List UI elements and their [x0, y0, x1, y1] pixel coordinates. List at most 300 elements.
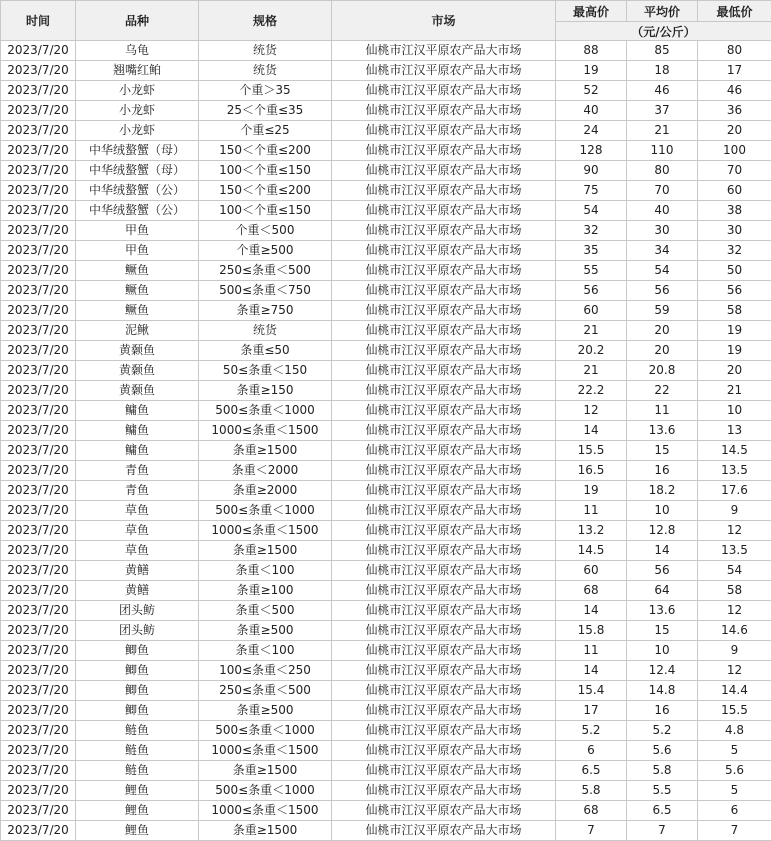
cell-variety: 鳜鱼	[76, 261, 199, 281]
cell-max-price: 21	[556, 361, 627, 381]
cell-spec: 50≤条重＜150	[199, 361, 332, 381]
cell-spec: 条重≥150	[199, 381, 332, 401]
cell-min-price: 20	[698, 121, 771, 141]
cell-min-price: 54	[698, 561, 771, 581]
cell-spec: 条重≥500	[199, 621, 332, 641]
cell-market: 仙桃市江汉平原农产品大市场	[332, 761, 556, 781]
table-row	[1, 681, 771, 701]
cell-market: 仙桃市江汉平原农产品大市场	[332, 821, 556, 841]
cell-time: 2023/7/20	[1, 781, 76, 801]
cell-market: 仙桃市江汉平原农产品大市场	[332, 281, 556, 301]
header-min-price: 最低价	[698, 1, 771, 22]
cell-max-price: 35	[556, 241, 627, 261]
table-row	[1, 761, 771, 781]
cell-time: 2023/7/20	[1, 181, 76, 201]
cell-spec: 条重＜100	[199, 561, 332, 581]
cell-min-price: 4.8	[698, 721, 771, 741]
cell-avg-price: 12.4	[627, 661, 698, 681]
cell-min-price: 13.5	[698, 541, 771, 561]
cell-market: 仙桃市江汉平原农产品大市场	[332, 261, 556, 281]
table-row	[1, 381, 771, 401]
cell-min-price: 32	[698, 241, 771, 261]
table-row	[1, 241, 771, 261]
cell-max-price: 68	[556, 801, 627, 821]
cell-avg-price: 5.5	[627, 781, 698, 801]
cell-time: 2023/7/20	[1, 801, 76, 821]
cell-spec: 250≤条重＜500	[199, 681, 332, 701]
table-body	[1, 41, 771, 841]
cell-min-price: 20	[698, 361, 771, 381]
cell-max-price: 68	[556, 581, 627, 601]
cell-variety: 黄鳝	[76, 581, 199, 601]
cell-time: 2023/7/20	[1, 101, 76, 121]
cell-spec: 条重≥1500	[199, 541, 332, 561]
table-row	[1, 441, 771, 461]
table-row	[1, 821, 771, 841]
cell-min-price: 9	[698, 641, 771, 661]
cell-min-price: 70	[698, 161, 771, 181]
table-row	[1, 801, 771, 821]
cell-market: 仙桃市江汉平原农产品大市场	[332, 361, 556, 381]
cell-max-price: 7	[556, 821, 627, 841]
cell-variety: 鳙鱼	[76, 401, 199, 421]
cell-market: 仙桃市江汉平原农产品大市场	[332, 121, 556, 141]
cell-avg-price: 20	[627, 341, 698, 361]
cell-variety: 青鱼	[76, 481, 199, 501]
cell-time: 2023/7/20	[1, 141, 76, 161]
cell-spec: 条重≥500	[199, 701, 332, 721]
cell-spec: 条重＜500	[199, 601, 332, 621]
cell-variety: 翘嘴红鲌	[76, 61, 199, 81]
cell-market: 仙桃市江汉平原农产品大市场	[332, 341, 556, 361]
table-row	[1, 261, 771, 281]
cell-market: 仙桃市江汉平原农产品大市场	[332, 41, 556, 61]
cell-avg-price: 16	[627, 701, 698, 721]
table-row	[1, 541, 771, 561]
cell-time: 2023/7/20	[1, 381, 76, 401]
cell-max-price: 17	[556, 701, 627, 721]
table-row	[1, 601, 771, 621]
cell-min-price: 7	[698, 821, 771, 841]
cell-spec: 个重＞35	[199, 81, 332, 101]
cell-variety: 团头鲂	[76, 621, 199, 641]
cell-market: 仙桃市江汉平原农产品大市场	[332, 581, 556, 601]
cell-variety: 黄颡鱼	[76, 341, 199, 361]
cell-time: 2023/7/20	[1, 561, 76, 581]
cell-time: 2023/7/20	[1, 521, 76, 541]
cell-spec: 500≤条重＜1000	[199, 401, 332, 421]
cell-market: 仙桃市江汉平原农产品大市场	[332, 741, 556, 761]
cell-market: 仙桃市江汉平原农产品大市场	[332, 301, 556, 321]
cell-spec: 25＜个重≤35	[199, 101, 332, 121]
cell-min-price: 46	[698, 81, 771, 101]
table-row	[1, 581, 771, 601]
cell-spec: 个重≤25	[199, 121, 332, 141]
cell-min-price: 38	[698, 201, 771, 221]
table-row	[1, 281, 771, 301]
cell-min-price: 50	[698, 261, 771, 281]
cell-avg-price: 5.2	[627, 721, 698, 741]
header-unit: （元/公斤）	[556, 22, 771, 41]
cell-variety: 甲鱼	[76, 221, 199, 241]
cell-min-price: 17.6	[698, 481, 771, 501]
cell-time: 2023/7/20	[1, 41, 76, 61]
cell-spec: 个重＜500	[199, 221, 332, 241]
cell-time: 2023/7/20	[1, 641, 76, 661]
cell-max-price: 32	[556, 221, 627, 241]
cell-time: 2023/7/20	[1, 441, 76, 461]
cell-max-price: 13.2	[556, 521, 627, 541]
cell-time: 2023/7/20	[1, 601, 76, 621]
cell-variety: 小龙虾	[76, 121, 199, 141]
cell-market: 仙桃市江汉平原农产品大市场	[332, 601, 556, 621]
cell-time: 2023/7/20	[1, 701, 76, 721]
cell-time: 2023/7/20	[1, 461, 76, 481]
cell-variety: 草鱼	[76, 541, 199, 561]
cell-min-price: 6	[698, 801, 771, 821]
cell-time: 2023/7/20	[1, 281, 76, 301]
table-row	[1, 201, 771, 221]
cell-avg-price: 22	[627, 381, 698, 401]
cell-variety: 中华绒螯蟹（母）	[76, 161, 199, 181]
cell-variety: 草鱼	[76, 501, 199, 521]
cell-min-price: 21	[698, 381, 771, 401]
table-row	[1, 501, 771, 521]
cell-variety: 鲫鱼	[76, 701, 199, 721]
cell-min-price: 80	[698, 41, 771, 61]
cell-max-price: 14	[556, 421, 627, 441]
table-row	[1, 721, 771, 741]
table-header	[1, 1, 771, 41]
cell-time: 2023/7/20	[1, 541, 76, 561]
cell-spec: 统货	[199, 41, 332, 61]
cell-variety: 鲢鱼	[76, 741, 199, 761]
cell-min-price: 12	[698, 601, 771, 621]
cell-avg-price: 7	[627, 821, 698, 841]
cell-min-price: 10	[698, 401, 771, 421]
table-row	[1, 741, 771, 761]
cell-avg-price: 37	[627, 101, 698, 121]
cell-max-price: 90	[556, 161, 627, 181]
cell-time: 2023/7/20	[1, 241, 76, 261]
cell-spec: 条重≥1500	[199, 441, 332, 461]
cell-avg-price: 14.8	[627, 681, 698, 701]
cell-avg-price: 59	[627, 301, 698, 321]
cell-avg-price: 40	[627, 201, 698, 221]
cell-time: 2023/7/20	[1, 301, 76, 321]
cell-market: 仙桃市江汉平原农产品大市场	[332, 401, 556, 421]
cell-market: 仙桃市江汉平原农产品大市场	[332, 781, 556, 801]
cell-avg-price: 54	[627, 261, 698, 281]
cell-variety: 鲤鱼	[76, 821, 199, 841]
cell-market: 仙桃市江汉平原农产品大市场	[332, 241, 556, 261]
cell-market: 仙桃市江汉平原农产品大市场	[332, 701, 556, 721]
cell-market: 仙桃市江汉平原农产品大市场	[332, 661, 556, 681]
cell-avg-price: 30	[627, 221, 698, 241]
cell-avg-price: 5.6	[627, 741, 698, 761]
cell-spec: 1000≤条重＜1500	[199, 741, 332, 761]
cell-market: 仙桃市江汉平原农产品大市场	[332, 201, 556, 221]
cell-max-price: 24	[556, 121, 627, 141]
cell-market: 仙桃市江汉平原农产品大市场	[332, 321, 556, 341]
cell-avg-price: 12.8	[627, 521, 698, 541]
cell-market: 仙桃市江汉平原农产品大市场	[332, 461, 556, 481]
cell-max-price: 14.5	[556, 541, 627, 561]
cell-max-price: 6.5	[556, 761, 627, 781]
cell-max-price: 20.2	[556, 341, 627, 361]
cell-time: 2023/7/20	[1, 121, 76, 141]
cell-max-price: 88	[556, 41, 627, 61]
cell-spec: 1000≤条重＜1500	[199, 521, 332, 541]
cell-avg-price: 15	[627, 441, 698, 461]
cell-min-price: 19	[698, 321, 771, 341]
cell-market: 仙桃市江汉平原农产品大市场	[332, 441, 556, 461]
cell-avg-price: 6.5	[627, 801, 698, 821]
table-row	[1, 421, 771, 441]
cell-variety: 中华绒螯蟹（公）	[76, 181, 199, 201]
cell-variety: 鲢鱼	[76, 761, 199, 781]
cell-variety: 团头鲂	[76, 601, 199, 621]
cell-max-price: 60	[556, 561, 627, 581]
table-row	[1, 61, 771, 81]
cell-market: 仙桃市江汉平原农产品大市场	[332, 541, 556, 561]
cell-time: 2023/7/20	[1, 61, 76, 81]
cell-avg-price: 14	[627, 541, 698, 561]
cell-market: 仙桃市江汉平原农产品大市场	[332, 521, 556, 541]
cell-market: 仙桃市江汉平原农产品大市场	[332, 641, 556, 661]
cell-time: 2023/7/20	[1, 761, 76, 781]
cell-time: 2023/7/20	[1, 661, 76, 681]
header-variety: 品种	[76, 1, 199, 41]
cell-spec: 条重≥750	[199, 301, 332, 321]
cell-min-price: 36	[698, 101, 771, 121]
cell-time: 2023/7/20	[1, 361, 76, 381]
cell-variety: 甲鱼	[76, 241, 199, 261]
cell-time: 2023/7/20	[1, 501, 76, 521]
cell-spec: 条重≥100	[199, 581, 332, 601]
cell-avg-price: 80	[627, 161, 698, 181]
cell-max-price: 128	[556, 141, 627, 161]
cell-min-price: 5.6	[698, 761, 771, 781]
cell-variety: 乌龟	[76, 41, 199, 61]
cell-avg-price: 70	[627, 181, 698, 201]
cell-spec: 条重≥1500	[199, 821, 332, 841]
cell-variety: 黄鳝	[76, 561, 199, 581]
cell-variety: 草鱼	[76, 521, 199, 541]
cell-max-price: 54	[556, 201, 627, 221]
table-row	[1, 781, 771, 801]
cell-variety: 黄颡鱼	[76, 381, 199, 401]
cell-time: 2023/7/20	[1, 401, 76, 421]
cell-min-price: 60	[698, 181, 771, 201]
table-row	[1, 181, 771, 201]
cell-variety: 中华绒螯蟹（母）	[76, 141, 199, 161]
cell-variety: 鳙鱼	[76, 421, 199, 441]
table-row	[1, 661, 771, 681]
cell-min-price: 14.4	[698, 681, 771, 701]
cell-avg-price: 20	[627, 321, 698, 341]
cell-avg-price: 18	[627, 61, 698, 81]
cell-max-price: 22.2	[556, 381, 627, 401]
cell-spec: 条重＜2000	[199, 461, 332, 481]
cell-variety: 泥鳅	[76, 321, 199, 341]
cell-market: 仙桃市江汉平原农产品大市场	[332, 61, 556, 81]
cell-variety: 鳙鱼	[76, 441, 199, 461]
cell-variety: 鲫鱼	[76, 681, 199, 701]
cell-time: 2023/7/20	[1, 321, 76, 341]
cell-avg-price: 20.8	[627, 361, 698, 381]
table-row	[1, 221, 771, 241]
cell-max-price: 56	[556, 281, 627, 301]
cell-variety: 鲫鱼	[76, 641, 199, 661]
cell-max-price: 5.8	[556, 781, 627, 801]
table-row	[1, 321, 771, 341]
table-row	[1, 701, 771, 721]
cell-max-price: 14	[556, 661, 627, 681]
cell-variety: 鲤鱼	[76, 801, 199, 821]
cell-time: 2023/7/20	[1, 581, 76, 601]
cell-variety: 鲫鱼	[76, 661, 199, 681]
cell-min-price: 19	[698, 341, 771, 361]
cell-spec: 统货	[199, 321, 332, 341]
table-row	[1, 521, 771, 541]
cell-avg-price: 85	[627, 41, 698, 61]
table-row	[1, 641, 771, 661]
table-row	[1, 561, 771, 581]
cell-max-price: 11	[556, 641, 627, 661]
header-max-price: 最高价	[556, 1, 627, 22]
cell-avg-price: 10	[627, 641, 698, 661]
cell-spec: 500≤条重＜1000	[199, 721, 332, 741]
cell-max-price: 16.5	[556, 461, 627, 481]
cell-avg-price: 13.6	[627, 601, 698, 621]
cell-avg-price: 18.2	[627, 481, 698, 501]
cell-spec: 500≤条重＜1000	[199, 501, 332, 521]
cell-spec: 统货	[199, 61, 332, 81]
cell-time: 2023/7/20	[1, 481, 76, 501]
cell-time: 2023/7/20	[1, 81, 76, 101]
cell-time: 2023/7/20	[1, 341, 76, 361]
header-market: 市场	[332, 1, 556, 41]
cell-max-price: 40	[556, 101, 627, 121]
cell-avg-price: 16	[627, 461, 698, 481]
cell-avg-price: 5.8	[627, 761, 698, 781]
table-row	[1, 461, 771, 481]
cell-max-price: 14	[556, 601, 627, 621]
table-row	[1, 341, 771, 361]
cell-min-price: 14.5	[698, 441, 771, 461]
cell-avg-price: 11	[627, 401, 698, 421]
cell-time: 2023/7/20	[1, 681, 76, 701]
cell-min-price: 9	[698, 501, 771, 521]
cell-min-price: 5	[698, 781, 771, 801]
header-time: 时间	[1, 1, 76, 41]
cell-min-price: 5	[698, 741, 771, 761]
header-avg-price: 平均价	[627, 1, 698, 22]
cell-market: 仙桃市江汉平原农产品大市场	[332, 101, 556, 121]
cell-spec: 个重≥500	[199, 241, 332, 261]
cell-max-price: 60	[556, 301, 627, 321]
cell-variety: 中华绒螯蟹（公）	[76, 201, 199, 221]
cell-market: 仙桃市江汉平原农产品大市场	[332, 561, 556, 581]
table-row	[1, 301, 771, 321]
cell-variety: 鲤鱼	[76, 781, 199, 801]
cell-time: 2023/7/20	[1, 201, 76, 221]
cell-time: 2023/7/20	[1, 821, 76, 841]
cell-min-price: 56	[698, 281, 771, 301]
cell-market: 仙桃市江汉平原农产品大市场	[332, 501, 556, 521]
cell-max-price: 12	[556, 401, 627, 421]
cell-spec: 条重≥1500	[199, 761, 332, 781]
table-row	[1, 401, 771, 421]
cell-time: 2023/7/20	[1, 161, 76, 181]
cell-max-price: 75	[556, 181, 627, 201]
header-spec: 规格	[199, 1, 332, 41]
cell-max-price: 15.8	[556, 621, 627, 641]
table-row	[1, 41, 771, 61]
cell-spec: 100≤条重＜250	[199, 661, 332, 681]
cell-min-price: 13.5	[698, 461, 771, 481]
cell-max-price: 55	[556, 261, 627, 281]
cell-market: 仙桃市江汉平原农产品大市场	[332, 161, 556, 181]
cell-time: 2023/7/20	[1, 421, 76, 441]
cell-avg-price: 46	[627, 81, 698, 101]
cell-max-price: 6	[556, 741, 627, 761]
table-row	[1, 141, 771, 161]
cell-market: 仙桃市江汉平原农产品大市场	[332, 81, 556, 101]
cell-spec: 条重≥2000	[199, 481, 332, 501]
cell-max-price: 21	[556, 321, 627, 341]
cell-max-price: 52	[556, 81, 627, 101]
cell-time: 2023/7/20	[1, 221, 76, 241]
cell-market: 仙桃市江汉平原农产品大市场	[332, 801, 556, 821]
cell-spec: 条重≤50	[199, 341, 332, 361]
cell-min-price: 14.6	[698, 621, 771, 641]
cell-min-price: 17	[698, 61, 771, 81]
cell-spec: 500≤条重＜1000	[199, 781, 332, 801]
table-row	[1, 621, 771, 641]
cell-market: 仙桃市江汉平原农产品大市场	[332, 481, 556, 501]
cell-avg-price: 56	[627, 561, 698, 581]
cell-max-price: 15.4	[556, 681, 627, 701]
cell-time: 2023/7/20	[1, 721, 76, 741]
cell-market: 仙桃市江汉平原农产品大市场	[332, 381, 556, 401]
cell-variety: 黄颡鱼	[76, 361, 199, 381]
cell-avg-price: 13.6	[627, 421, 698, 441]
cell-avg-price: 21	[627, 121, 698, 141]
cell-spec: 150＜个重≤200	[199, 181, 332, 201]
cell-min-price: 58	[698, 301, 771, 321]
cell-min-price: 13	[698, 421, 771, 441]
cell-variety: 小龙虾	[76, 81, 199, 101]
cell-min-price: 100	[698, 141, 771, 161]
cell-avg-price: 15	[627, 621, 698, 641]
cell-market: 仙桃市江汉平原农产品大市场	[332, 421, 556, 441]
cell-spec: 150＜个重≤200	[199, 141, 332, 161]
cell-spec: 250≤条重＜500	[199, 261, 332, 281]
cell-avg-price: 110	[627, 141, 698, 161]
cell-spec: 100＜个重≤150	[199, 201, 332, 221]
table-row	[1, 121, 771, 141]
cell-variety: 青鱼	[76, 461, 199, 481]
table-row	[1, 101, 771, 121]
cell-max-price: 15.5	[556, 441, 627, 461]
cell-avg-price: 64	[627, 581, 698, 601]
cell-spec: 1000≤条重＜1500	[199, 801, 332, 821]
cell-max-price: 19	[556, 481, 627, 501]
cell-avg-price: 56	[627, 281, 698, 301]
cell-min-price: 15.5	[698, 701, 771, 721]
